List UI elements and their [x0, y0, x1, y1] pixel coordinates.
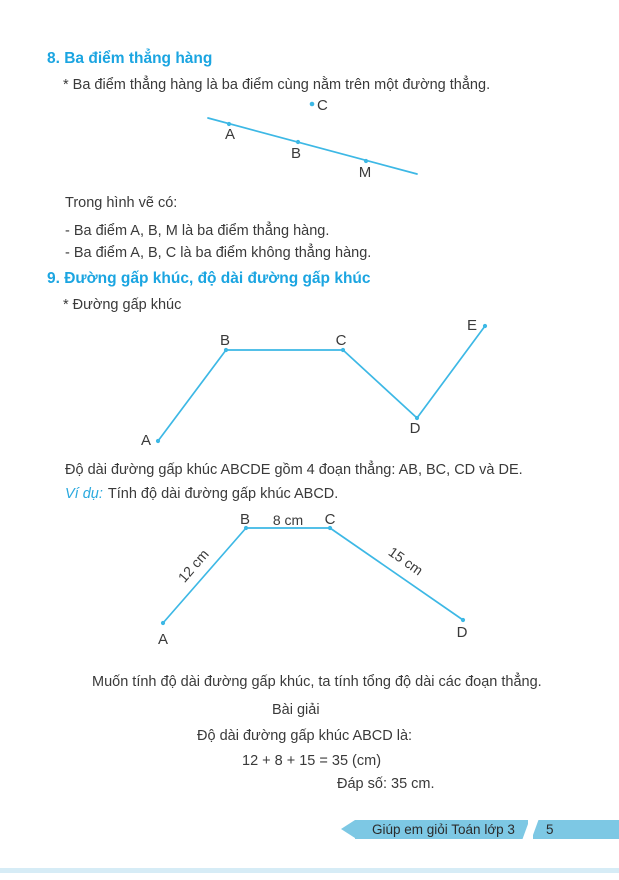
- point-label-a: A: [224, 126, 236, 143]
- point-label-m: M: [358, 164, 372, 181]
- figure-caption-intro: Trong hình vẽ có:: [65, 195, 178, 211]
- point-dot-b: [296, 140, 300, 144]
- point-label-c: C: [324, 511, 336, 528]
- example-label: Ví dụ:: [65, 486, 103, 502]
- point-label-a: A: [157, 631, 169, 648]
- point-label-b: B: [239, 511, 251, 528]
- section-8-definition: * Ba điểm thẳng hàng là ba điểm cùng nằm trên một đường thẳng.: [63, 77, 491, 93]
- non-collinear-statement: - Ba điểm A, B, C là ba điểm không thẳng hàng.: [65, 245, 372, 261]
- point-label-c: C: [317, 97, 328, 114]
- footer-page-number: 5: [545, 822, 554, 837]
- example-line: [65, 485, 338, 503]
- point-dot-m: [364, 159, 368, 163]
- section-8-heading: 8. Ba điểm thẳng hàng: [47, 50, 213, 67]
- footer-book-title-container: [355, 820, 528, 839]
- point-label-a: A: [140, 432, 152, 449]
- figure-broken-line-abcd-lengths: [140, 505, 510, 653]
- point-label-d: D: [456, 624, 468, 641]
- point-dot-e: [483, 324, 487, 328]
- segment-length-bc: 8 cm: [272, 512, 304, 528]
- footer-banner: [341, 820, 619, 839]
- point-dot-a: [161, 621, 165, 625]
- point-dot-c: [310, 102, 315, 107]
- section-9-subheading: * Đường gấp khúc: [63, 297, 182, 313]
- broken-line-abcde: [158, 326, 485, 441]
- solution-calculation: 12 + 8 + 15 = 35 (cm): [242, 753, 382, 769]
- point-dot-d: [461, 618, 465, 622]
- collinear-statement: - Ba điểm A, B, M là ba điểm thẳng hàng.: [65, 223, 330, 239]
- example-text: Tính độ dài đường gấp khúc ABCD.: [107, 486, 339, 502]
- segment-length-cd: 15 cm: [385, 543, 427, 579]
- point-label-d: D: [409, 420, 421, 437]
- segment-length-ab: 12 cm: [174, 546, 212, 586]
- footer-arrow-icon: [341, 820, 355, 838]
- solution-step: Độ dài đường gấp khúc ABCD là:: [197, 728, 413, 744]
- solution-title: Bài giải: [272, 702, 320, 718]
- point-label-b: B: [219, 332, 231, 349]
- point-label-e: E: [466, 317, 478, 334]
- point-label-b: B: [290, 145, 302, 162]
- point-label-c: C: [335, 332, 347, 349]
- figure-broken-line-abcde: [140, 312, 510, 457]
- footer-page-number-container: [533, 820, 619, 839]
- page-bottom-strip: [0, 868, 619, 873]
- footer-book-title: Giúp em giỏi Toán lớp 3: [372, 822, 515, 837]
- figure-collinear-points: [150, 92, 510, 188]
- section-9-heading: 9. Đường gấp khúc, độ dài đường gấp khúc: [47, 270, 371, 287]
- line-through-a-b-m: [208, 118, 417, 174]
- broken-line-description: Độ dài đường gấp khúc ABCDE gồm 4 đoạn thẳng: AB, BC, CD và DE.: [65, 462, 523, 478]
- solution-answer: Đáp số: 35 cm.: [337, 776, 435, 792]
- rule-statement: Muốn tính độ dài đường gấp khúc, ta tính tổng độ dài các đoạn thẳng.: [92, 674, 542, 690]
- point-dot-a: [156, 439, 160, 443]
